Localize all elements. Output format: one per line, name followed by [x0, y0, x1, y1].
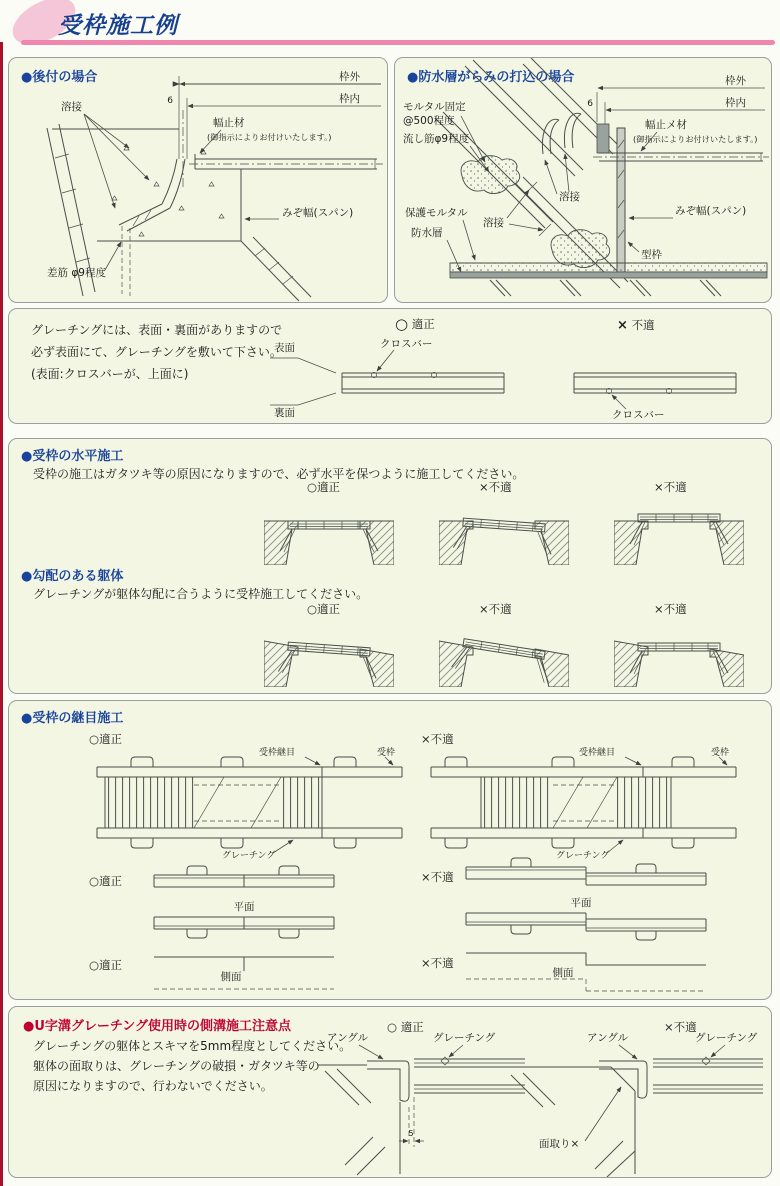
label-angle2: アングル	[587, 1032, 629, 1044]
joint-flat-ng-diagram	[461, 857, 711, 945]
level-ok-mark: ○適正	[307, 480, 341, 494]
label-back: 裏面	[274, 407, 295, 419]
joint-heading: ●受枠の継目施工	[21, 711, 124, 726]
label-grating4: グレーチング	[695, 1032, 758, 1044]
castin-heading: ●防水層がらみの打込の場合	[407, 70, 575, 85]
slope-ng2-diagram	[614, 617, 744, 687]
joint-side-ng-diagram	[461, 945, 711, 999]
surface-note-line2: 必ず表面にて、グレーチングを敷いて下さい。	[31, 345, 282, 359]
label-chamfer: 面取り×	[539, 1138, 580, 1150]
label-frame2: 受枠	[711, 748, 730, 758]
uchannel-ng-diagram	[491, 1029, 769, 1177]
header-rule	[21, 40, 775, 45]
castin-diagram	[395, 58, 773, 304]
joint-side-ok-mark: ○適正	[89, 958, 123, 972]
joint-side-ng-mark: ×不適	[421, 956, 454, 970]
level-ng2-diagram	[614, 495, 744, 565]
panel-castin	[394, 57, 772, 303]
label-flat-ng: 平面	[570, 897, 592, 909]
label-grating2: グレーチング	[556, 851, 610, 860]
label-dim5: 5	[408, 1128, 414, 1138]
joint-plan-ok-mark: ○適正	[89, 732, 123, 746]
label-dowel: 差筋 φ9程度	[47, 267, 106, 279]
joint-plan-ok-diagram	[87, 745, 407, 860]
panel-level-slope	[8, 438, 772, 694]
label-crossbar1: クロスバー	[380, 338, 433, 350]
surface-note-text	[31, 319, 282, 385]
level-ng1-diagram	[439, 495, 569, 565]
label-angle1: アングル	[327, 1032, 369, 1044]
label-groove-width2: みぞ幅(スパン)	[675, 205, 747, 217]
label-frame-outer: 枠外	[339, 71, 360, 83]
uchannel-line1: グレーチングの躯体とスキマを5mm程度としてください。	[33, 1039, 352, 1053]
slope-ng1-diagram	[439, 617, 569, 687]
slope-heading: ●勾配のある躯体	[21, 569, 124, 584]
label-flow-bar: 流し筋φ9程度	[403, 133, 470, 145]
panel-uchannel	[8, 1006, 772, 1178]
uchannel-ng-mark: ×不適	[664, 1020, 697, 1034]
panel-surface-note	[8, 308, 772, 424]
panel-afterfit	[8, 57, 388, 303]
level-heading: ●受枠の水平施工	[21, 449, 124, 464]
page-edge-strip	[0, 42, 3, 1186]
label-crossbar2: クロスバー	[612, 409, 665, 421]
label-dim6: 6	[167, 96, 173, 106]
label-joint2: 受枠継目	[579, 748, 616, 758]
joint-plan-ng-mark: ×不適	[421, 732, 454, 746]
slope-ok-diagram	[264, 617, 394, 687]
label-side-ng: 側面	[552, 967, 574, 979]
level-body: 受枠の施工はガタツキ等の原因になりますので、必ず水平を保つように施工してください。	[33, 467, 525, 481]
label-formwork: 型枠	[641, 249, 662, 261]
label-front: 表面	[274, 342, 295, 354]
label-grating1: グレーチング	[222, 851, 276, 860]
slope-ok-mark: ○適正	[307, 602, 341, 616]
level-ok-diagram	[264, 495, 394, 565]
uchannel-heading: ●U字溝グレーチング使用時の側溝施工注意点	[23, 1019, 291, 1034]
surface-note-line3: (表面:クロスバーが、上面に)	[31, 367, 189, 381]
label-joint1: 受枠継目	[259, 748, 296, 758]
label-width-stop-note2: (御指示によりお付けいたします。)	[633, 134, 758, 144]
joint-plan-ng-diagram	[421, 745, 741, 860]
joint-flat-ng-mark: ×不適	[421, 870, 454, 884]
ng-x-icon: ×	[617, 318, 628, 333]
label-protect-mortar: 保護モルタル	[405, 207, 468, 219]
label-waterproof: 防水層	[411, 227, 443, 239]
panel-joint	[8, 700, 772, 1000]
surface-diagram	[264, 335, 764, 421]
label-groove-width: みぞ幅(スパン)	[282, 207, 354, 219]
label-width-stop2: 幅止メ材	[645, 119, 687, 131]
slope-ng1-mark: ×不適	[479, 602, 512, 616]
label-mortar-fix: モルタル固定	[403, 101, 466, 113]
afterfit-diagram	[9, 58, 389, 304]
label-frame-outer2: 枠外	[725, 75, 746, 87]
label-grating3: グレーチング	[433, 1032, 496, 1044]
slope-ng2-mark: ×不適	[654, 602, 687, 616]
label-width-stop-note: (御指示によりお付けいたします。)	[207, 132, 332, 142]
level-ng2-mark: ×不適	[654, 480, 687, 494]
uchannel-ok-mark: ○ 適正	[387, 1020, 424, 1034]
uchannel-line2: 躯体の面取りは、グレーチングの破損・ガタツキ等の	[33, 1059, 320, 1073]
label-side-ok: 側面	[220, 971, 242, 983]
afterfit-heading: ●後付の場合	[21, 70, 98, 85]
label-weld2: 溶接	[483, 217, 504, 229]
ok-circle-icon: ○	[395, 315, 409, 333]
label-frame1: 受枠	[377, 748, 396, 758]
label-flat-ok: 平面	[233, 901, 255, 913]
uchannel-line3: 原因になりますので、行わないでください。	[33, 1079, 273, 1093]
label-width-stop: 幅止材	[213, 117, 245, 129]
label-dim6-2: 6	[587, 99, 593, 109]
page-title: 受枠施工例	[58, 13, 178, 39]
label-weld1: 溶接	[559, 191, 580, 203]
label-frame-inner: 枠内	[339, 93, 360, 105]
joint-flat-ok-diagram	[149, 861, 339, 945]
level-ng1-mark: ×不適	[479, 480, 512, 494]
surface-note-line1: グレーチングには、表面・裏面がありますので	[31, 323, 283, 337]
surface-ok-mark: ○ 適正	[395, 315, 435, 333]
label-weld: 溶接	[61, 101, 82, 113]
label-frame-inner2: 枠内	[725, 97, 746, 109]
label-mortar-fix2: @500程度	[403, 115, 455, 127]
surface-ng-mark: × 不適	[617, 318, 655, 333]
joint-side-ok-diagram	[149, 949, 339, 997]
slope-body: グレーチングが躯体勾配に合うように受枠施工してください。	[33, 587, 369, 601]
joint-flat-ok-mark: ○適正	[89, 874, 123, 888]
